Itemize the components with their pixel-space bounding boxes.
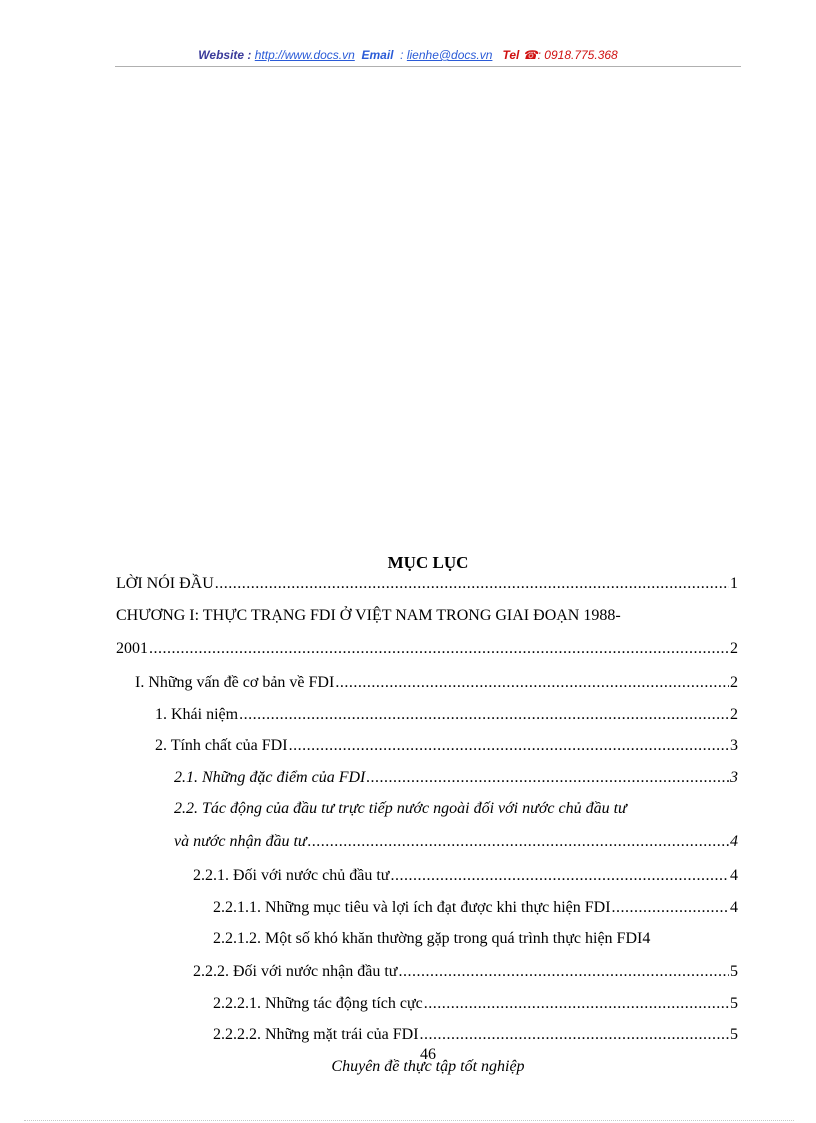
toc-entry-text: 2.2.2. Đối với nước nhận đầu tư <box>193 963 398 980</box>
header-divider <box>115 66 741 67</box>
toc-leader <box>308 833 729 851</box>
toc-entry[interactable] <box>213 930 650 948</box>
toc-leader <box>239 706 729 724</box>
footer-text: Chuyên đề thực tập tốt nghiệp <box>331 1058 525 1075</box>
bottom-divider <box>24 1120 794 1121</box>
toc-entry-page: 5 <box>730 995 738 1012</box>
toc-entry[interactable] <box>135 674 738 692</box>
toc-entry-page: 3 <box>730 769 738 786</box>
toc-entry[interactable] <box>116 607 621 625</box>
toc-entry[interactable] <box>213 995 738 1013</box>
toc-entry-page: 4 <box>730 899 738 916</box>
phone-number: : 0918.775.368 <box>537 48 618 62</box>
website-link[interactable]: http://www.docs.vn <box>254 48 355 62</box>
toc-entry-page: 2 <box>730 640 738 657</box>
toc-entry[interactable] <box>193 867 738 885</box>
tel-label: Tel <box>502 48 520 62</box>
toc-leader <box>612 899 729 917</box>
toc-leader <box>420 1026 729 1044</box>
toc-leader <box>390 867 729 885</box>
toc-entry-page: 5 <box>730 1026 738 1043</box>
toc-entry-text: 2.2.2.1. Những tác động tích cực <box>213 995 423 1012</box>
toc-leader <box>366 769 729 787</box>
toc-entry-text: LỜI NÓI ĐẦU <box>116 575 214 592</box>
toc-entry[interactable] <box>193 963 738 981</box>
toc-leader <box>149 640 729 658</box>
page-number: 46 <box>420 1046 436 1063</box>
toc-leader <box>215 575 729 593</box>
toc-entry-text: 2.2.1.2. Một số khó khăn thường gặp trong quá trình thực hiện FDI4 <box>213 930 651 947</box>
toc-leader <box>335 674 729 692</box>
website-label: Website : <box>198 48 252 62</box>
toc-entry-text: và nước nhận đầu tư <box>174 833 307 850</box>
toc-entry-page: 2 <box>730 706 738 723</box>
toc-entry[interactable] <box>116 640 738 658</box>
email-link[interactable]: lienhe@docs.vn <box>406 48 493 62</box>
toc-title: MỤC LỤC <box>387 553 469 572</box>
toc-entry-page: 2 <box>730 674 738 691</box>
toc-entry-text: 2.2.1. Đối với nước chủ đầu tư <box>193 867 390 884</box>
email-separator: : <box>400 48 404 62</box>
toc-entry-page: 5 <box>730 963 738 980</box>
toc-entry[interactable] <box>174 769 738 787</box>
toc-entry-page: 1 <box>730 575 738 592</box>
email-label: Email <box>361 48 394 62</box>
toc-entry[interactable] <box>155 737 738 755</box>
toc-entry-text: 1. Khái niệm <box>155 706 239 723</box>
toc-entry-page: 3 <box>730 737 738 754</box>
toc-entry-page: 4 <box>730 833 738 850</box>
toc-entry-text: 2.1. Những đặc điểm của FDI <box>174 769 366 786</box>
toc-entry[interactable] <box>174 833 738 851</box>
toc-entry[interactable] <box>213 899 738 917</box>
toc-entry[interactable] <box>116 575 738 593</box>
toc-entry-text: 2.2.1.1. Những mục tiêu và lợi ích đạt được khi thực hiện FDI <box>213 899 611 916</box>
toc-entry[interactable] <box>174 800 627 818</box>
phone-icon: ☎ <box>522 48 538 62</box>
toc-entry-text: I. Những vấn đề cơ bản về FDI <box>135 674 335 691</box>
toc-entry-text: 2.2. Tác động của đầu tư trực tiếp nước ngoài đối với nước chủ đầu tư <box>174 800 627 817</box>
toc-entry-text: 2.2.2.2. Những mặt trái của FDI <box>213 1026 419 1043</box>
toc-entry[interactable] <box>213 1026 738 1044</box>
toc-leader <box>289 737 729 755</box>
toc-entry[interactable] <box>155 706 738 724</box>
toc-entry-text: CHƯƠNG I: THỰC TRẠNG FDI Ở VIỆT NAM TRONG GIAI ĐOẠN 1988- <box>116 607 621 624</box>
toc-entry-page: 4 <box>730 867 738 884</box>
toc-entry-text: 2. Tính chất của FDI <box>155 737 288 754</box>
toc-leader <box>424 995 729 1013</box>
toc-leader <box>398 963 729 981</box>
page-header <box>0 48 816 62</box>
toc-entry-text: 2001 <box>116 640 148 657</box>
